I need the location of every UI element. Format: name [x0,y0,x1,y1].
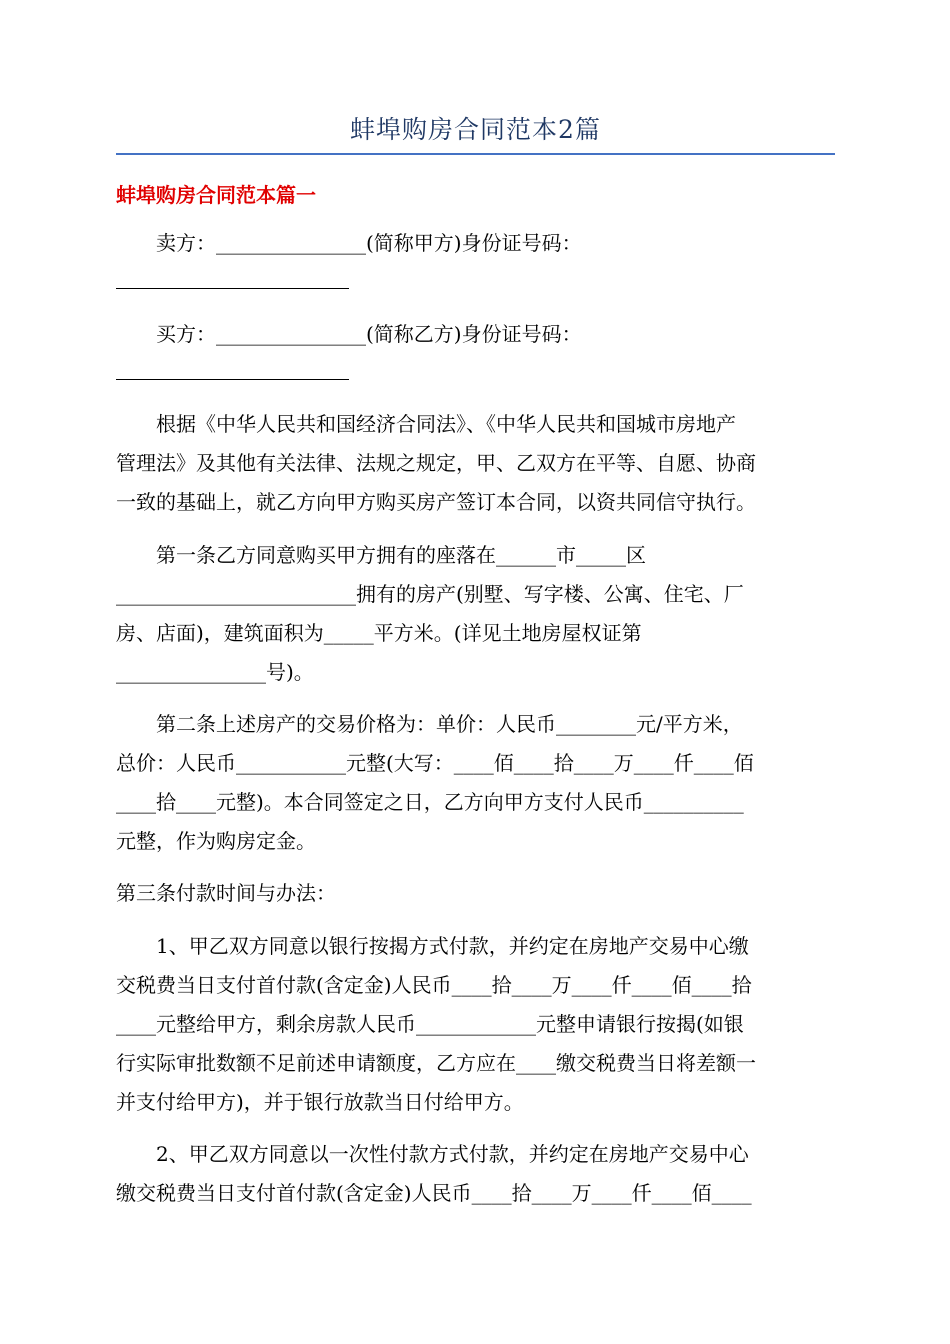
paragraph-line: 行实际审批数额不足前述申请额度，乙方应在____缴交税费当日将差额一 [116,1051,756,1075]
paragraph-line: 缴交税费当日支付首付款(含定金)人民币____拾____万____仟____佰____ [116,1181,752,1205]
paragraph-line: 总价：人民币___________元整(大写：____佰____拾____万____仟____佰 [116,751,754,775]
paragraph-line: 一致的基础上，就乙方向甲方购买房产签订本合同，以资共同信守执行。 [116,490,756,514]
paragraph-line: ________________________拥有的房产(别墅、写字楼、公寓、住宅、厂 [116,582,744,606]
paragraph-line: 并支付给甲方)，并于银行放款当日付给甲方。 [116,1090,524,1114]
paragraph-line: 2、甲乙双方同意以一次性付款方式付款，并约定在房地产交易中心 [116,1142,749,1166]
title-underline [116,153,835,155]
paragraph-line: 1、甲乙双方同意以银行按揭方式付款，并约定在房地产交易中心缴 [116,934,749,958]
paragraph-line: 管理法》及其他有关法律、法规之规定，甲、乙双方在平等、自愿、协商 [116,451,756,475]
seller-line: 卖方：_______________(简称甲方)身份证号码： [116,231,582,255]
buyer-line: 买方：_______________(简称乙方)身份证号码： [116,322,582,346]
section-heading: 蚌埠购房合同范本篇一 [116,183,316,207]
paragraph-line: ____拾____元整)。本合同签定之日，乙方向甲方支付人民币__________ [116,790,744,814]
paragraph-line: ____元整给甲方，剩余房款人民币____________元整申请银行按揭(如银 [116,1012,744,1036]
paragraph-line: 第二条上述房产的交易价格为：单价：人民币________元/平方米， [116,712,743,736]
paragraph-line: 根据《中华人民共和国经济合同法》、《中华人民共和国城市房地产 [116,412,736,436]
paragraph-line: 第一条乙方同意购买甲方拥有的座落在______市_____区 [116,543,646,567]
seller-id-blank [116,288,349,289]
paragraph-line: 元整，作为购房定金。 [116,829,316,853]
buyer-id-blank [116,379,349,380]
document-title: 蚌埠购房合同范本2篇 [350,115,601,144]
paragraph-line: 交税费当日支付首付款(含定金)人民币____拾____万____仟____佰____拾 [116,973,752,997]
paragraph-line: 第三条付款时间与办法： [116,881,336,905]
paragraph-line: 房、店面)，建筑面积为_____平方米。(详见土地房屋权证第 [116,621,642,645]
paragraph-line: _______________号)。 [116,660,314,684]
